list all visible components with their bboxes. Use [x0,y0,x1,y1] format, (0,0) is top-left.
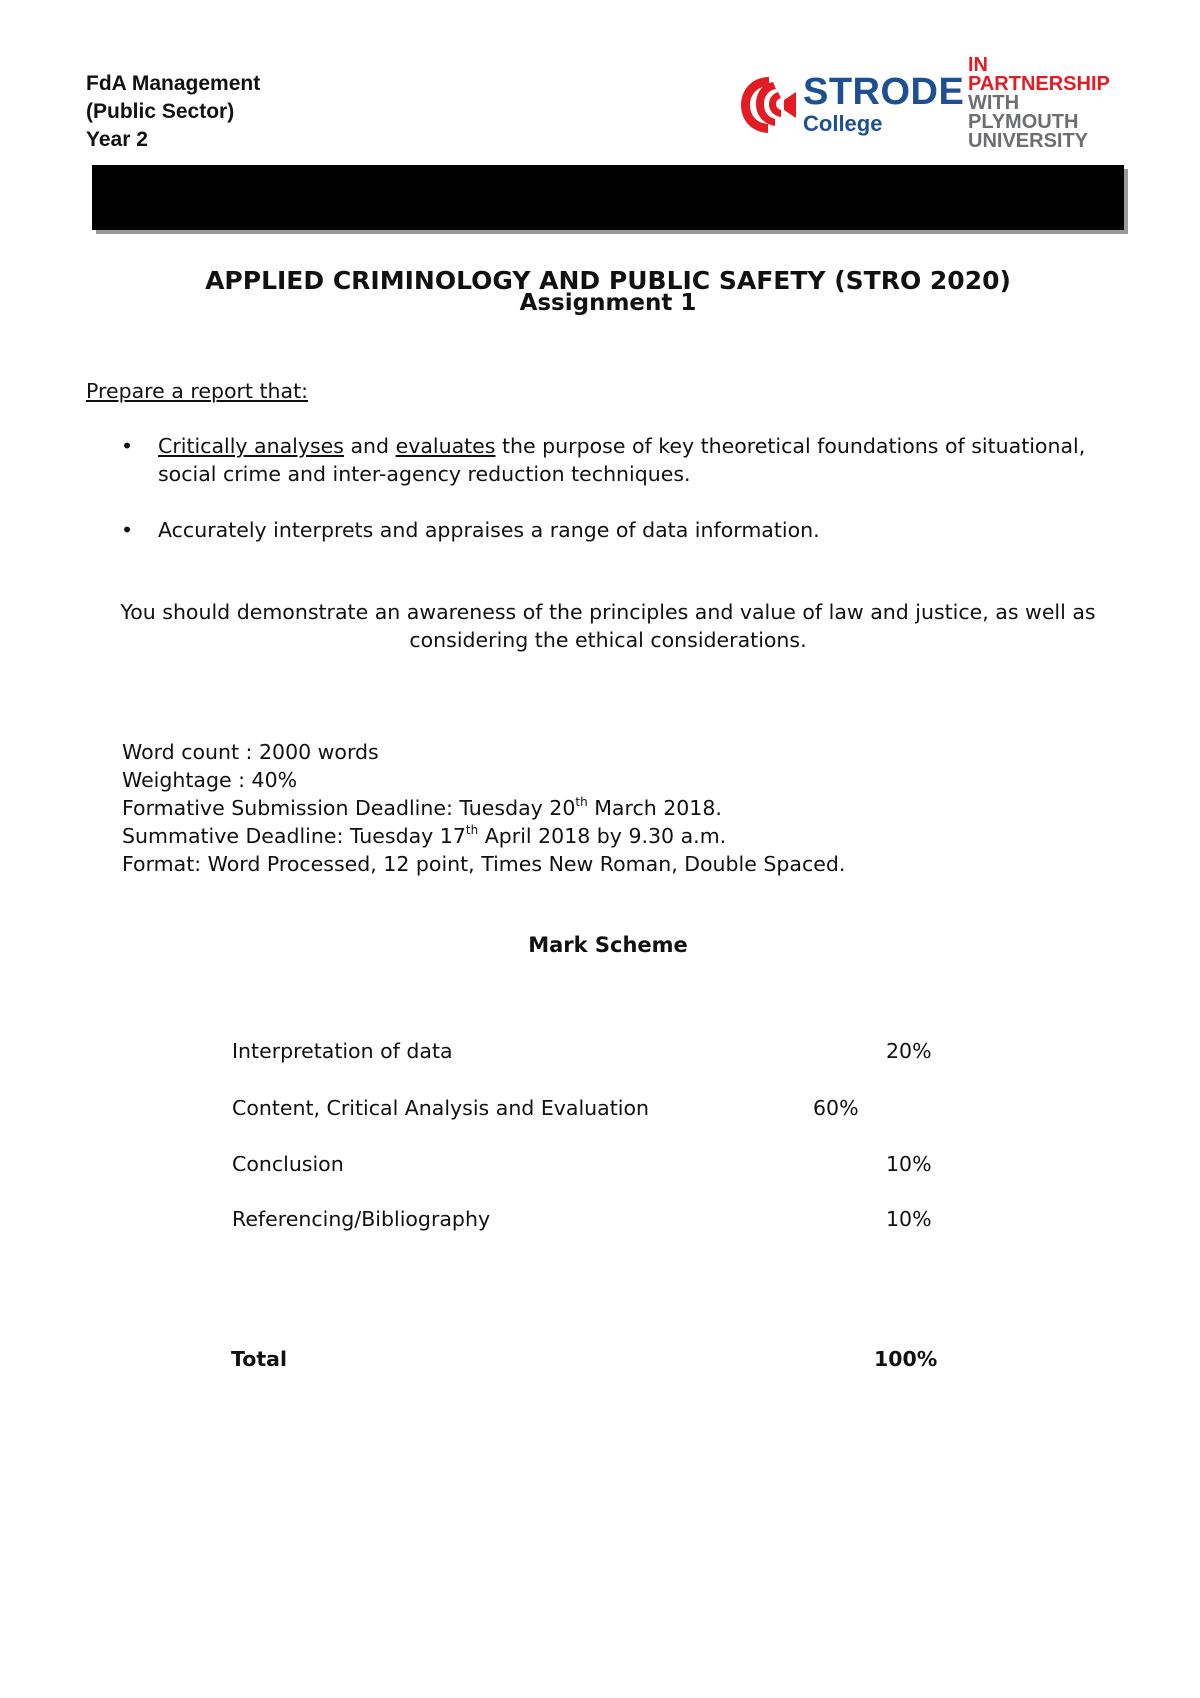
mark-row-label: Conclusion [232,1152,344,1176]
partnership-logo [968,56,1110,151]
module-title: APPLIED CRIMINOLOGY AND PUBLIC SAFETY (STRO 2020) [205,266,1011,295]
assignment-title: Assignment 1 [519,290,697,316]
formative-deadline: Formative Submission Deadline: Tuesday 20th March 2018. [122,795,722,820]
logo-name: STRODE [803,71,965,113]
course-name: FdA Management [86,72,261,95]
mark-row-label: Content, Critical Analysis and Evaluation [232,1096,650,1120]
mark-row-value: 10% [886,1207,932,1231]
course-sector: (Public Sector) [86,100,235,123]
bullet-icon: • [121,518,134,542]
course-year: Year 2 [86,128,148,151]
bullet1-evaluates: evaluates [395,434,496,458]
strode-logo [803,72,964,136]
bullet-icon: • [121,434,134,458]
word-count: Word count : 2000 words [122,740,379,764]
strode-logo-icon [738,74,800,136]
weightage: Weightage : 40% [122,768,298,792]
bullet1-and: and [343,434,396,458]
task-bullet-1 [158,432,1148,488]
total-label: Total [231,1347,288,1371]
bullet1-rest: the purpose of key theoretical foundations of situational, social crime and inter-agency reduction techniques. [158,434,1086,486]
course-info [86,70,260,154]
bullet1-critically: Critically analyses [158,434,344,458]
mark-row-value: 10% [886,1152,932,1176]
mark-row-label: Referencing/Bibliography [232,1207,491,1231]
total-value: 100% [874,1347,938,1371]
task-intro: Prepare a report that: [86,379,309,403]
assignment-details [122,738,845,878]
mark-row-value: 20% [886,1039,932,1063]
logo-subtitle: College [803,111,883,136]
partner-plymouth: PLYMOUTH [968,111,1079,133]
mark-row-value: 60% [813,1096,859,1120]
task-note: You should demonstrate an awareness of the principles and value of law and justice, as well as considering the ethical considerations. [120,600,1096,652]
partner-university: UNIVERSITY [968,130,1089,152]
partner-partnership: PARTNERSHIP [968,73,1110,95]
mark-scheme-title: Mark Scheme [528,933,688,957]
partner-with: WITH [968,92,1020,114]
format: Format: Word Processed, 12 point, Times New Roman, Double Spaced. [122,852,846,876]
mark-row-label: Interpretation of data [232,1039,453,1063]
task-bullet-2: Accurately interprets and appraises a range of data information. [158,518,820,542]
partner-in: IN [968,54,988,76]
header-banner [92,165,1124,230]
summative-deadline: Summative Deadline: Tuesday 17th April 2018 by 9.30 a.m. [122,823,727,848]
